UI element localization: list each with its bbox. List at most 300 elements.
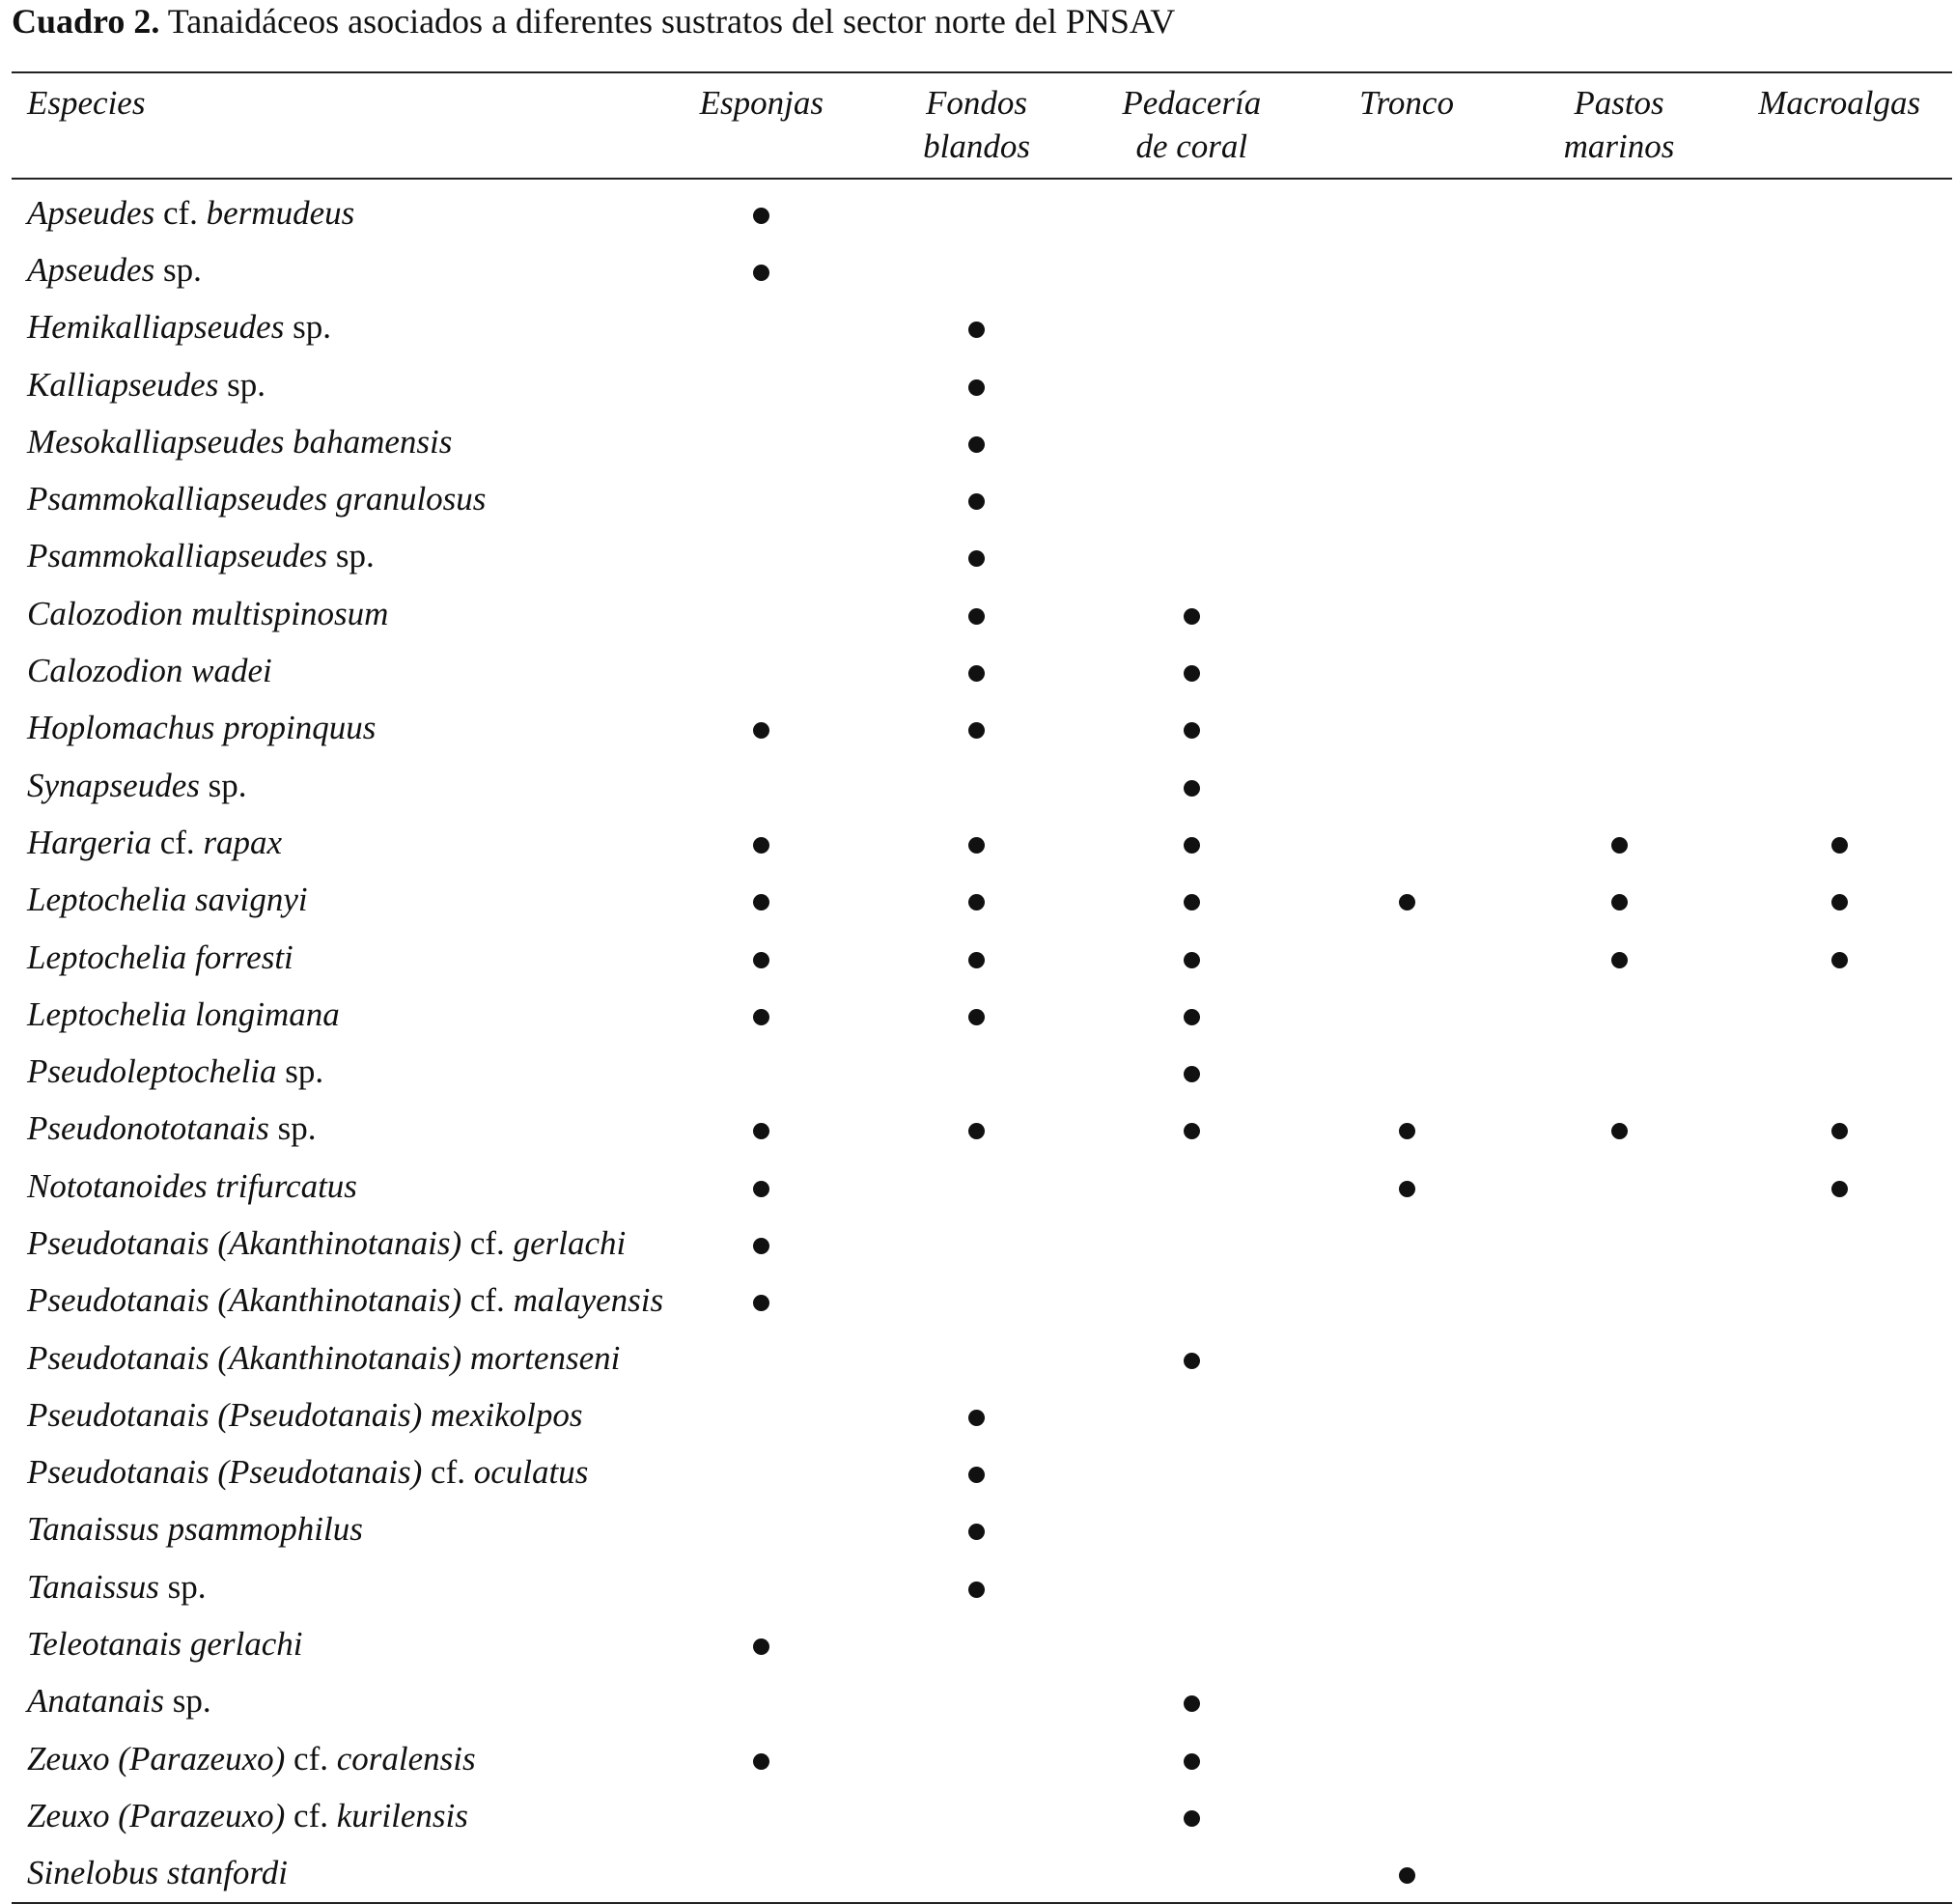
species-name-part: Sinelobus stanfordi [27,1854,288,1892]
presence-cell [1081,1558,1301,1615]
presence-cell [652,986,872,1043]
presence-cell [1726,1501,1952,1558]
presence-cell [1081,413,1301,470]
column-header-species [12,72,652,179]
presence-cell [652,1273,872,1330]
presence-dot-icon [1184,1695,1200,1712]
presence-dot-icon [1184,1009,1200,1025]
presence-dot-icon [1184,1123,1200,1139]
column-header-substrate [872,72,1081,179]
species-name-part: cf. [285,1796,337,1834]
presence-cell [652,642,872,699]
presence-dot-icon [968,1410,985,1426]
presence-cell [1081,1501,1301,1558]
presence-cell [1081,1158,1301,1215]
presence-cell [652,413,872,470]
species-name-part: cf. [151,823,204,861]
presence-cell [1512,241,1727,298]
presence-cell [1512,413,1727,470]
presence-cell [652,1787,872,1844]
presence-cell [1726,184,1952,241]
presence-dot-icon [1611,952,1628,968]
presence-cell [1301,1845,1511,1903]
presence-cell [1301,184,1511,241]
presence-cell [872,1501,1081,1558]
species-name-part: Anatanais [27,1682,164,1721]
presence-cell [1081,1787,1301,1844]
presence-cell [1512,1444,1727,1501]
presence-cell [1512,470,1727,527]
species-name-part: Zeuxo (Parazeuxo) [27,1739,286,1778]
table-row [12,929,1952,986]
table-row [12,1158,1952,1215]
species-name-part: Apseudes [27,193,155,232]
presence-dot-icon [753,952,769,968]
presence-cell [1726,814,1952,871]
column-header-substrate [1081,72,1301,179]
presence-cell [1512,184,1727,241]
presence-dot-icon [1184,1066,1200,1082]
table-row [12,299,1952,356]
species-name-part: Calozodion multispinosum [27,594,389,632]
species-name [12,1444,652,1501]
presence-cell [1301,470,1511,527]
presence-cell [1301,528,1511,585]
table-row [12,356,1952,413]
presence-cell [1726,241,1952,298]
presence-cell [652,1615,872,1672]
presence-dot-icon [753,265,769,281]
presence-cell [1512,1043,1727,1100]
species-name [12,528,652,585]
species-name-part: Pseudotanais (Akanthinotanais) mortenseni [27,1338,621,1377]
presence-cell [872,1673,1081,1730]
presence-cell [1301,585,1511,642]
presence-cell [872,872,1081,929]
presence-dot-icon [753,1238,769,1254]
table-row [12,1101,1952,1158]
presence-cell [1081,299,1301,356]
presence-cell [652,470,872,527]
presence-cell [652,1444,872,1501]
species-name [12,1501,652,1558]
presence-cell [1726,1273,1952,1330]
species-name-part: Apseudes [27,250,155,289]
species-name-part: Pseudoleptochelia [27,1052,277,1091]
species-name-part: Hargeria [27,823,152,861]
column-header-substrate [1301,72,1511,179]
column-header-line: blandos [923,127,1030,165]
species-name [12,986,652,1043]
presence-cell [872,356,1081,413]
species-name [12,1558,652,1615]
table-row [12,413,1952,470]
table-body [12,179,1952,1903]
presence-cell [1301,1787,1511,1844]
presence-cell [872,413,1081,470]
presence-cell [1512,929,1727,986]
presence-cell [872,241,1081,298]
presence-dot-icon [753,722,769,739]
species-name [12,1730,652,1787]
presence-cell [1081,1273,1301,1330]
presence-cell [1301,1501,1511,1558]
presence-dot-icon [1184,722,1200,739]
presence-dot-icon [1399,894,1415,910]
presence-cell [1512,356,1727,413]
presence-cell [1081,356,1301,413]
presence-cell [652,241,872,298]
species-name [12,184,652,241]
presence-cell [1512,1273,1727,1330]
presence-cell [1726,1386,1952,1443]
presence-cell [1726,1845,1952,1903]
presence-cell [1726,585,1952,642]
presence-cell [1726,1158,1952,1215]
species-name-part: Psammokalliapseudes [27,537,328,575]
table-row [12,528,1952,585]
species-name-part: Calozodion wadei [27,652,272,690]
presence-dot-icon [968,722,985,739]
species-name-part: kurilensis [336,1796,468,1834]
table-row [12,1330,1952,1386]
presence-cell [1081,184,1301,241]
species-name-part: cf. [422,1453,474,1492]
presence-dot-icon [753,208,769,224]
species-name-part: cf. [461,1223,514,1262]
presence-cell [872,1787,1081,1844]
presence-cell [1081,1215,1301,1272]
species-name-part: Nototanoides trifurcatus [27,1166,357,1205]
presence-dot-icon [1831,1123,1848,1139]
presence-cell [1081,929,1301,986]
presence-dot-icon [1184,780,1200,797]
column-header-line: Pedacería [1122,84,1262,122]
presence-cell [1301,356,1511,413]
presence-cell [1081,1101,1301,1158]
table-row [12,1845,1952,1903]
species-name [12,1043,652,1100]
presence-cell [652,872,872,929]
species-name-part: sp. [268,1109,317,1148]
species-name [12,1845,652,1903]
presence-dot-icon [753,1009,769,1025]
table-row [12,241,1952,298]
presence-cell [1301,700,1511,757]
species-name [12,1101,652,1158]
presence-cell [1301,1730,1511,1787]
presence-cell [652,356,872,413]
presence-cell [872,184,1081,241]
presence-cell [872,1730,1081,1787]
species-name [12,1158,652,1215]
caption-text: Tanaidáceos asociados a diferentes sustratos del sector norte del PNSAV [159,2,1176,41]
presence-cell [652,1215,872,1272]
species-name [12,241,652,298]
species-name-part: Synapseudes [27,766,200,804]
species-name [12,757,652,814]
species-name [12,470,652,527]
species-name-part: coralensis [336,1739,476,1778]
presence-dot-icon [1184,1810,1200,1827]
presence-dot-icon [1184,952,1200,968]
presence-cell [652,757,872,814]
presence-cell [1301,986,1511,1043]
presence-cell [1301,1444,1511,1501]
presence-cell [1726,356,1952,413]
species-name [12,929,652,986]
presence-cell [1726,1730,1952,1787]
presence-cell [1726,413,1952,470]
presence-cell [1081,470,1301,527]
presence-cell [1512,986,1727,1043]
presence-cell [1726,470,1952,527]
species-name [12,1215,652,1272]
presence-dot-icon [1399,1867,1415,1884]
species-name [12,1673,652,1730]
presence-cell [652,1330,872,1386]
table-row [12,470,1952,527]
table-row [12,1444,1952,1501]
presence-cell [1512,528,1727,585]
species-name-part: Leptochelia forresti [27,938,293,976]
presence-cell [872,1444,1081,1501]
species-name-part: Hoplomachus propinquus [27,709,377,747]
presence-cell [652,929,872,986]
presence-cell [1301,1673,1511,1730]
presence-dot-icon [1184,1753,1200,1770]
presence-dot-icon [1611,837,1628,854]
presence-dot-icon [968,379,985,396]
table-row [12,757,1952,814]
presence-dot-icon [1184,894,1200,910]
presence-cell [1512,1673,1727,1730]
column-header-line: Fondos [926,84,1028,122]
presence-cell [652,1558,872,1615]
presence-dot-icon [753,894,769,910]
presence-dot-icon [753,837,769,854]
presence-cell [1301,299,1511,356]
presence-cell [1081,1043,1301,1100]
presence-cell [652,184,872,241]
table-row [12,814,1952,871]
presence-cell [1512,1730,1727,1787]
species-name-part: Pseudotanais (Pseudotanais) mexikolpos [27,1395,583,1434]
species-name-part: malayensis [513,1281,664,1320]
table-row [12,585,1952,642]
presence-dot-icon [968,952,985,968]
presence-cell [1081,528,1301,585]
presence-cell [872,1215,1081,1272]
presence-cell [652,1043,872,1100]
presence-cell [652,1158,872,1215]
table-row [12,986,1952,1043]
presence-cell [1301,929,1511,986]
presence-cell [652,700,872,757]
presence-cell [1301,1158,1511,1215]
species-name [12,413,652,470]
presence-cell [872,1101,1081,1158]
presence-cell [1081,872,1301,929]
presence-cell [872,814,1081,871]
table-row [12,642,1952,699]
presence-cell [1512,642,1727,699]
presence-dot-icon [753,1181,769,1197]
presence-cell [1726,1330,1952,1386]
presence-dot-icon [1184,665,1200,682]
species-name-part: Mesokalliapseudes bahamensis [27,422,453,461]
species-name-part: Psammokalliapseudes granulosus [27,480,487,518]
species-name-part: oculatus [473,1453,589,1492]
presence-dot-icon [1611,1123,1628,1139]
table-row [12,1386,1952,1443]
column-header-line: de coral [1135,127,1248,165]
presence-cell [1512,1845,1727,1903]
presence-cell [1081,1386,1301,1443]
presence-dot-icon [968,436,985,453]
presence-cell [1726,299,1952,356]
presence-cell [1301,814,1511,871]
presence-cell [1512,814,1727,871]
species-name-part: Tanaissus psammophilus [27,1510,363,1549]
presence-cell [872,1273,1081,1330]
presence-cell [1301,757,1511,814]
presence-cell [1301,1101,1511,1158]
species-name-part: gerlachi [513,1223,627,1262]
presence-dot-icon [1184,608,1200,625]
species-name-part: Zeuxo (Parazeuxo) [27,1796,286,1834]
presence-cell [872,986,1081,1043]
presence-dot-icon [1831,894,1848,910]
presence-dot-icon [968,608,985,625]
presence-cell [1726,929,1952,986]
presence-cell [1512,1215,1727,1272]
presence-cell [872,1158,1081,1215]
column-header-line: Pastos [1574,84,1664,122]
species-name-part: Pseudotanais (Pseudotanais) [27,1453,423,1492]
presence-cell [872,1558,1081,1615]
presence-cell [1726,1558,1952,1615]
presence-cell [872,1043,1081,1100]
caption-label: Cuadro 2. [12,2,160,41]
table-row [12,1043,1952,1100]
presence-dot-icon [968,493,985,510]
presence-cell [652,585,872,642]
species-name-part: Leptochelia savignyi [27,881,308,919]
presence-cell [872,700,1081,757]
presence-cell [1301,413,1511,470]
presence-cell [652,814,872,871]
presence-cell [1301,1330,1511,1386]
presence-dot-icon [1831,837,1848,854]
species-name [12,356,652,413]
presence-dot-icon [1184,1353,1200,1369]
species-name [12,642,652,699]
presence-dot-icon [1399,1123,1415,1139]
presence-dot-icon [1831,952,1848,968]
presence-cell [1726,757,1952,814]
presence-dot-icon [968,1467,985,1483]
presence-cell [1726,986,1952,1043]
presence-dot-icon [1831,1181,1848,1197]
presence-cell [1301,872,1511,929]
presence-dot-icon [1611,894,1628,910]
column-header-substrate [652,72,872,179]
presence-cell [1081,757,1301,814]
presence-dot-icon [968,322,985,338]
presence-cell [1081,1845,1301,1903]
table-row [12,1501,1952,1558]
table-row [12,700,1952,757]
presence-cell [872,1845,1081,1903]
presence-dot-icon [753,1753,769,1770]
presence-cell [1726,1444,1952,1501]
species-name-part: rapax [203,823,283,861]
species-name-part: cf. [154,193,207,232]
presence-cell [872,929,1081,986]
presence-cell [872,470,1081,527]
species-name [12,1787,652,1844]
presence-dot-icon [753,1295,769,1311]
table-row [12,1558,1952,1615]
presence-cell [1081,700,1301,757]
presence-cell [872,299,1081,356]
presence-cell [1301,1215,1511,1272]
species-name-part: cf. [461,1281,514,1320]
column-header-line: Macroalgas [1758,84,1921,122]
species-name-part: bermudeus [206,193,355,232]
species-name-part: Tanaissus [27,1567,159,1606]
table-row [12,1273,1952,1330]
presence-cell [652,1673,872,1730]
presence-cell [1081,986,1301,1043]
species-name-part: sp. [154,250,202,289]
presence-cell [1081,814,1301,871]
presence-cell [652,1501,872,1558]
species-name [12,1386,652,1443]
presence-cell [872,1615,1081,1672]
table-header-row [12,72,1952,179]
species-name-part: Pseudonototanais [27,1109,269,1148]
presence-cell [872,528,1081,585]
presence-cell [1301,1615,1511,1672]
presence-cell [1512,872,1727,929]
presence-cell [872,757,1081,814]
presence-dot-icon [753,1123,769,1139]
column-header-line: Esponjas [699,84,824,122]
presence-cell [1301,1273,1511,1330]
presence-cell [1081,585,1301,642]
table-row [12,872,1952,929]
presence-cell [652,1386,872,1443]
species-name-part: Pseudotanais (Akanthinotanais) [27,1281,462,1320]
presence-cell [1512,1330,1727,1386]
presence-dot-icon [968,894,985,910]
species-name-part: sp. [163,1682,211,1721]
presence-cell [1301,1558,1511,1615]
species-name [12,585,652,642]
column-header-line: Tronco [1359,84,1454,122]
presence-cell [1512,299,1727,356]
presence-cell [1726,1673,1952,1730]
presence-cell [1512,1558,1727,1615]
presence-dot-icon [968,1123,985,1139]
species-name-part: sp. [327,537,375,575]
table-row [12,1215,1952,1272]
presence-cell [1301,241,1511,298]
species-name-part: cf. [285,1739,337,1778]
presence-cell [1301,642,1511,699]
